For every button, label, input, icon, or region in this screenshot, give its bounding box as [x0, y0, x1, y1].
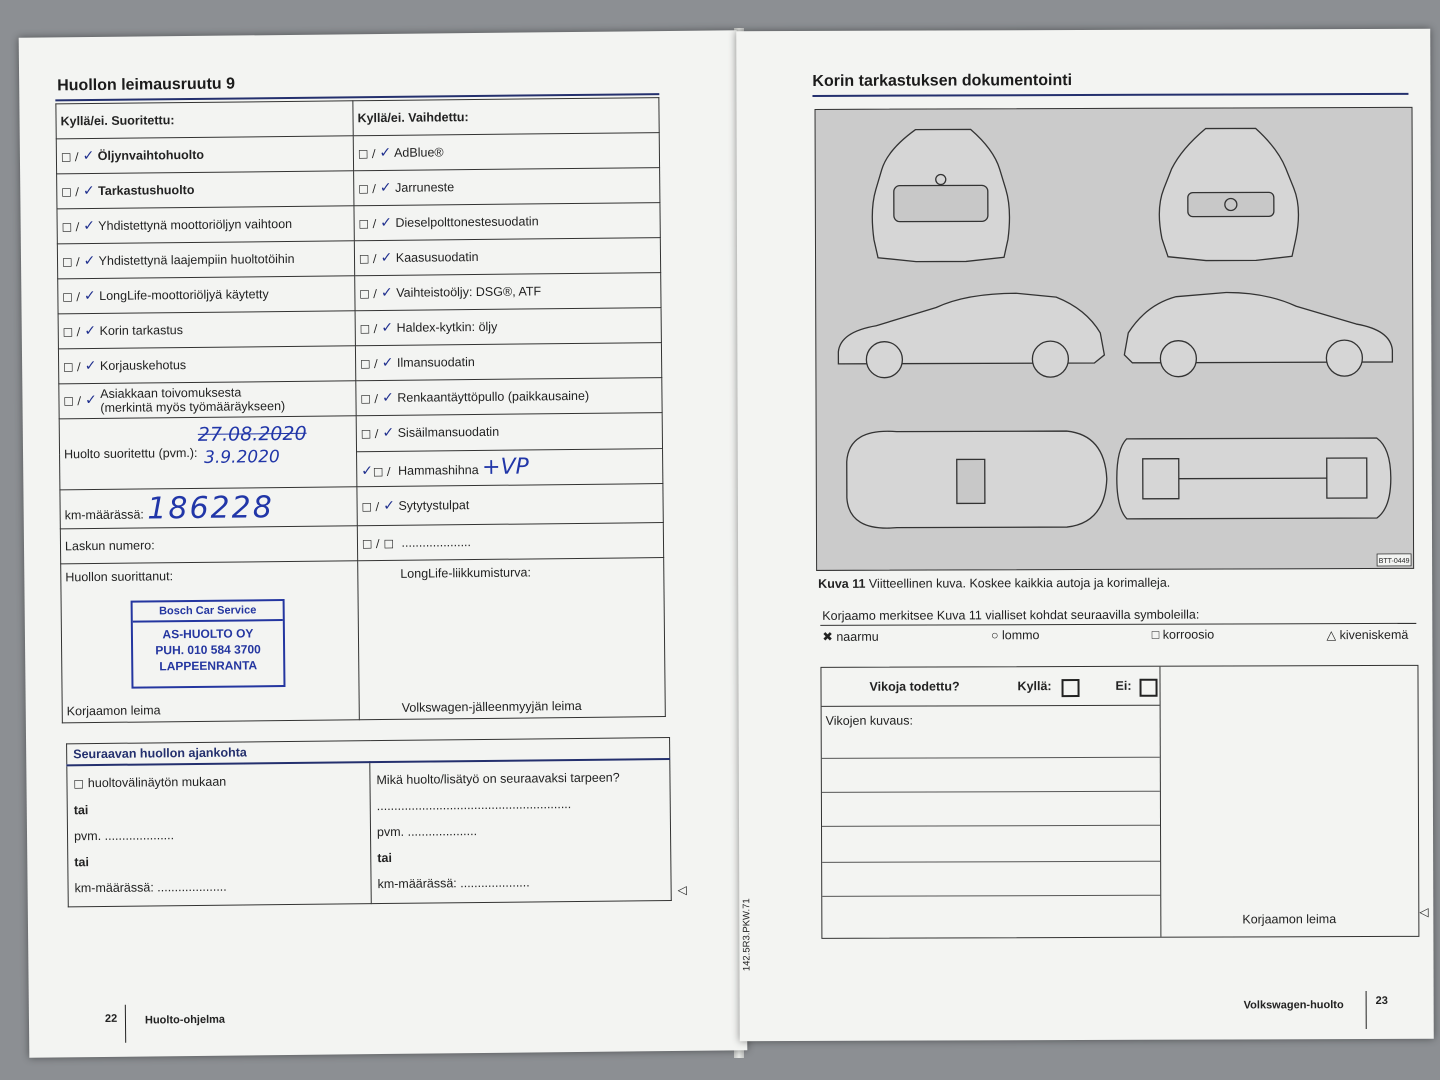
checkbox[interactable]: □ / [361, 537, 380, 551]
symbol-instructions: Korjaamo merkitsee Kuva 11 vialliset kohdat seuraavilla symboleilla: [822, 607, 1200, 623]
workshop-stamp-label: Korjaamon leima [1242, 912, 1337, 927]
checkbox[interactable]: □ / [60, 150, 79, 164]
invoice-cell[interactable] [60, 526, 357, 564]
tick-mark: ✓ [380, 249, 393, 267]
checkbox[interactable]: □ / [360, 357, 378, 371]
item-label: Dieselpolttonestesuodatin [395, 214, 539, 230]
dealer-stamp-label: Volkswagen-jälleenmyyjän leima [401, 698, 582, 715]
stamp-city: LAPPEENRANTA [159, 658, 258, 674]
document-code: 142.5R3.PKW.71 [741, 898, 753, 972]
checkbox[interactable]: □ / [358, 252, 377, 266]
workshop-stamp-label: Korjaamon leima [66, 703, 161, 719]
figure-caption [818, 576, 1170, 591]
service-date: 3.9.2020 [203, 447, 280, 468]
checkbox[interactable]: □ / [360, 427, 379, 441]
next-right-cell[interactable] [370, 759, 671, 904]
checkbox[interactable]: □ / [62, 290, 81, 304]
check-row[interactable] [355, 273, 661, 311]
checkbox[interactable]: □ / [61, 185, 79, 199]
checkbox[interactable]: □ / [359, 287, 378, 301]
checkbox[interactable]: □ / [61, 220, 80, 234]
check-row[interactable] [57, 206, 354, 244]
check-row[interactable] [355, 343, 661, 381]
symbol-legend [822, 627, 1418, 644]
footer-title: Huolto-ohjelma [144, 1013, 226, 1027]
tick-mark: ✓ [379, 179, 392, 197]
right-page [736, 29, 1434, 1041]
date-label: Huolto suoritettu (pvm.): [63, 445, 198, 462]
item-label: .................... [401, 535, 472, 550]
struck-date: 27.08.2020 [197, 422, 307, 446]
description-label: Vikojen kuvaus: [825, 713, 913, 728]
next-service-title: Seuraavan huollon ajankohta [67, 738, 670, 766]
page-title: Korin tarkastuksen dokumentointi [812, 72, 1073, 90]
checkbox[interactable]: □ [73, 777, 84, 791]
item-label: Sisäilmansuodatin [397, 425, 500, 441]
workshop-stamp [131, 599, 286, 689]
left-page [19, 30, 748, 1057]
defects-box [820, 665, 1419, 939]
check-row[interactable] [58, 276, 355, 314]
item-label: Renkaantäyttöpullo (paikkausaine) [397, 388, 590, 405]
defects-question: Vikoja todettu? [869, 679, 960, 694]
checkbox[interactable]: □ / [357, 147, 376, 161]
check-row[interactable] [58, 311, 355, 349]
checkbox[interactable]: □ / [359, 322, 378, 336]
check-row[interactable] [354, 203, 660, 241]
tick-mark: ✓ [381, 354, 394, 372]
yes-label: Kyllä: [1017, 679, 1052, 694]
check-row[interactable] [58, 346, 355, 384]
km-cell[interactable] [60, 487, 357, 529]
item-label: Vaihteistoöljy: DSG®, ATF [396, 284, 542, 300]
checkbox[interactable]: □ / [63, 394, 82, 408]
check-row[interactable] [357, 523, 663, 561]
page-number: 22 [104, 1012, 118, 1025]
or-label: tai [74, 855, 89, 870]
date-cell[interactable] [59, 416, 357, 490]
stamp-brand: Bosch Car Service [133, 601, 283, 623]
caption-label: Kuva 11 [818, 576, 866, 591]
checkbox[interactable]: □ [383, 536, 395, 550]
next-option: huoltovälinäytön mukaan [87, 774, 227, 791]
item-label: AdBlue® [393, 145, 444, 160]
tick-mark: ✓ [84, 322, 97, 340]
invoice-label: Laskun numero: [64, 538, 155, 554]
km-label: km-määrässä: [64, 507, 144, 522]
check-row[interactable] [56, 136, 353, 174]
tick-mark: ✓ [383, 497, 396, 514]
car-outlines [816, 108, 1414, 570]
check-row[interactable] [354, 168, 660, 206]
tick-mark: ✓ [379, 144, 392, 162]
tick-mark: ✓ [84, 357, 97, 375]
next-work-field[interactable]: ........................................................ [376, 797, 572, 814]
check-row[interactable] [57, 241, 354, 279]
tick-mark: ✓ [82, 148, 95, 165]
tick-mark: ✓ [83, 287, 96, 305]
item-label: Korjauskehotus [99, 358, 187, 373]
column-divider [1159, 667, 1161, 937]
tick-mark: ✓ [83, 252, 96, 270]
checkbox[interactable]: □ / [358, 182, 376, 196]
check-row[interactable] [356, 378, 662, 416]
corrosion-symbol: □ korroosio [1151, 627, 1215, 642]
no-checkbox[interactable] [1140, 679, 1158, 697]
item-label: Kaasusuodatin [395, 249, 479, 265]
next-date-field[interactable]: pvm. .................... [376, 824, 478, 840]
item-label: Tarkastushuolto [98, 182, 195, 198]
item-label: LongLife-moottoriöljyä käytetty [99, 287, 269, 303]
item-label: Hammashihna [397, 463, 479, 479]
footer-divider [1366, 991, 1367, 1029]
checkbox[interactable]: □ / [63, 360, 81, 374]
diagram-code: BTT-0449 [1378, 557, 1410, 565]
col2-header: Kyllä/ei. Vaihdettu: [353, 98, 659, 136]
check-row[interactable] [357, 448, 663, 487]
footer-divider [125, 1005, 126, 1043]
handwritten-note: +VP [481, 454, 529, 481]
caption-text: Viitteellinen kuva. Koskee kaikkia autoja ja korimalleja. [868, 575, 1171, 591]
next-km-field[interactable]: km-määrässä: .................... [377, 875, 530, 892]
page-title: Huollon leimausruutu 9 [57, 75, 236, 95]
or-label: tai [73, 803, 89, 818]
no-label: Ei: [1115, 678, 1132, 693]
item-label: Haldex-kytkin: öljy [396, 319, 498, 335]
footer-title: Volkswagen-huolto [1243, 999, 1344, 1012]
item-label: Öljynvaihtohuolto [97, 147, 205, 163]
tick-mark: ✓ [381, 319, 394, 337]
item-label: Yhdistettynä moottoriöljyn vaihtoon [98, 216, 293, 233]
next-date-field[interactable]: pvm. .................... [73, 828, 175, 844]
next-question: Mikä huolto/lisätyö on seuraavaksi tarpeen? [376, 770, 620, 788]
tick-mark: ✓ [380, 284, 393, 302]
next-service-table [66, 737, 672, 907]
km-value: 186228 [147, 489, 274, 526]
item-label: Sytytystulpat [398, 498, 470, 513]
tick-mark: ✓ [382, 425, 395, 442]
tick-mark: ✓ [361, 463, 374, 480]
defects-header [821, 667, 1159, 707]
tick-mark: ✓ [381, 389, 394, 407]
tick-mark: ✓ [85, 392, 97, 409]
check-row[interactable] [57, 171, 354, 209]
check-row[interactable] [354, 238, 660, 276]
next-km-field[interactable]: km-määrässä: .................... [74, 879, 227, 896]
item-label-note: (merkintä myös työmääräykseen) [100, 399, 286, 415]
performer-label: Huollon suorittanut: [65, 569, 174, 585]
tick-mark: ✓ [82, 183, 95, 200]
tick-mark: ✓ [83, 217, 96, 235]
continue-arrow-icon: ◁ [1419, 904, 1429, 919]
next-left-cell[interactable] [67, 762, 371, 907]
stamp-company: AS-HUOLTO OY [162, 626, 254, 642]
scratch-symbol: ✖ naarmu [822, 629, 879, 644]
check-row[interactable] [355, 308, 661, 346]
checkbox[interactable]: □ / [62, 325, 81, 339]
item-label: Ilmansuodatin [396, 355, 475, 370]
stone-chip-symbol: △ kiveniskemä [1326, 627, 1409, 643]
legend-rule [820, 623, 1416, 626]
tick-mark: ✓ [380, 214, 393, 232]
checkbox[interactable]: □ / [361, 500, 380, 514]
check-row[interactable] [353, 133, 659, 171]
checkbox[interactable]: □ / [360, 392, 379, 406]
yes-checkbox[interactable] [1062, 679, 1080, 697]
page-number: 23 [1375, 994, 1388, 1007]
check-row[interactable] [357, 484, 663, 526]
longlife-label: LongLife-liikkumisturva: [400, 565, 531, 581]
checkbox[interactable]: □ / [61, 255, 80, 269]
col1-header: Kyllä/ei. Suoritettu: [56, 101, 353, 139]
item-label: Jarruneste [395, 180, 455, 195]
stamp-phone: PUH. 010 584 3700 [155, 642, 261, 658]
check-row[interactable] [59, 381, 356, 419]
or-label: tai [377, 850, 392, 866]
car-body-diagram[interactable] [815, 107, 1415, 571]
checkbox[interactable]: □ / [358, 217, 377, 231]
check-row[interactable] [356, 413, 662, 452]
checkbox[interactable]: □ / [372, 465, 391, 479]
title-rule [812, 93, 1408, 97]
item-label: Asiakkaan toivomuksesta [100, 385, 242, 401]
item-label: Korin tarkastus [99, 323, 184, 338]
dent-symbol: ○ lommo [990, 628, 1040, 643]
item-label: Yhdistettynä laajempiin huoltotöihin [98, 251, 295, 268]
continue-arrow-icon: ◁ [677, 882, 687, 897]
dealer-stamp-cell [358, 558, 666, 720]
